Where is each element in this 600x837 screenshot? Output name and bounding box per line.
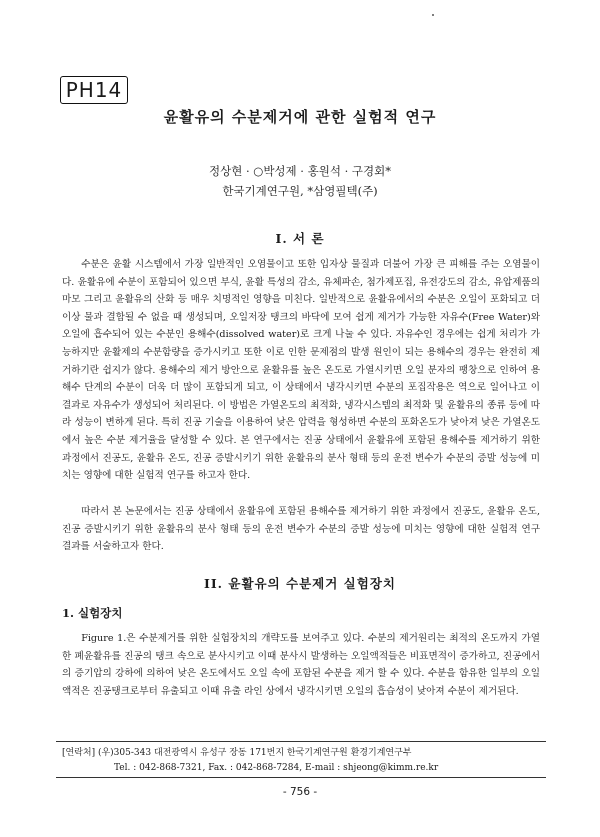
intro-paragraph-1: 수분은 윤활 시스템에서 가장 일반적인 오염물이고 또한 입자상 물질과 더불어 가장 큰 피해를 주는 오염물이다. 윤활유에 수분이 포함되어 있으면 부식, 윤활 특성의 감소, 유체파손, 첨가제포집, 유전강도의 감소, 유압제품의 마모 그리고 윤활유의 산화 등 매우 치명적인 영향을 미친다. 일반적으로 윤활유에서의 수분은 오일이 포화되고 더 이상 물과 결합될 수 없을 때 생성되며, 오일저장 탱크의 바닥에 모여 쉽게 제거가 가능한 자유수(Free Water)와 오일에 흡수되어 있는 수분인 용해수(dissolved water)로 크게 나눌 수 있다. 자유수인 경우에는 쉽게 처리가 가능하지만 윤활제의 수분함량을 증가시키고 또한 이로 인한 문제점의 발생 원인이 되는 용해수의 경우는 완전히 제거하기란 쉽지가 않다. 용해수의 제거 방안으로 윤활유를 높은 온도로 가열시키면 오일 분자의 팽창으로 인하여 용해수 단계의 수분이 더욱 더 많이 포함되게 되고, 이 상태에서 냉각시키면 수분의 포집작용은 역으로 일어나고 이 결과로 자유수가 생성되어 처리된다. 이 방법은 가열온도의 최적화, 냉각시스템의 최적화 및 윤활유의 종류 등에 따라 성능이 변하게 된다. 특히 진공 기술을 이용하여 낮은 압력을 형성하면 수분의 포화온도가 낮아져 낮은 가열온도에서 높은 수분 제거율을 달성할 수 있다. 본 연구에서는 진공 상태에서 윤활유에 포함된 용해수를 제거하기 위한 과정에서 진공도, 윤활유 온도, 진공 증발시키기 위한 윤활유의 분사 형태 등의 운전 변수가 수분의 증발 성능에 미치는 영향에 대한 실험적 연구를 하고자 한다. — [62, 259, 540, 482]
apparatus-paragraph-1: Figure 1.은 수분제거를 위한 실험장치의 개략도를 보여주고 있다. 수분의 제거원리는 최적의 온도까지 가열한 폐윤활유를 진공의 탱크 속으로 분사시키고 이때 분사시 발생하는 오일액적들은 비표면적이 증가하고, 진공에서의 증기압의 강하에 의하여 낮은 온도에서도 오일 속에 포함된 수분을 제거 할 수 있다. 수분을 함유한 일부의 오일 액적은 진공탱크로부터 유출되고 이때 유출 라인 상에서 냉각시키면 오일의 흡습성이 낮아져 수분이 제거된다. — [62, 633, 540, 697]
contact-phone-email: Tel. : 042-868-7321, Fax. : 042-868-7284, E-mail : shjeong@kimm.re.kr — [114, 763, 439, 773]
session-tag: PH14 — [60, 76, 128, 104]
scan-speck — [432, 14, 434, 16]
contact-address: [연락처] (우)305-343 대전광역시 유성구 장동 171번지 한국기계연구원 환경기계연구부 — [62, 748, 412, 758]
section-heading-apparatus: II. 윤활유의 수분제거 실험장치 — [203, 576, 396, 591]
author-list: 정상현 · ○박성제 · 홍원석 · 구경회* — [209, 164, 391, 178]
contact-info — [62, 746, 542, 776]
section-heading-introduction: I. 서 론 — [275, 231, 325, 246]
footer-rule-top — [56, 741, 546, 742]
intro-paragraph-2: 따라서 본 논문에서는 진공 상태에서 윤활유에 포함된 용해수를 제거하기 위한 과정에서 진공도, 윤활유 온도, 진공 증발시키기 위한 윤활유의 분사 형태 등의 운전 변수가 수분의 증발 성능에 미치는 영향에 대한 실험적 연구 결과를 서술하고자 한다. — [62, 506, 540, 553]
page-number: - 756 - — [282, 786, 318, 798]
footer-rule-bottom — [56, 777, 546, 778]
affiliation: 한국기계연구원, *삼영필텍(주) — [222, 184, 378, 198]
paper-title: 윤활유의 수분제거에 관한 실험적 연구 — [163, 108, 437, 126]
subsection-heading-apparatus: 1. 실험장치 — [62, 606, 123, 620]
